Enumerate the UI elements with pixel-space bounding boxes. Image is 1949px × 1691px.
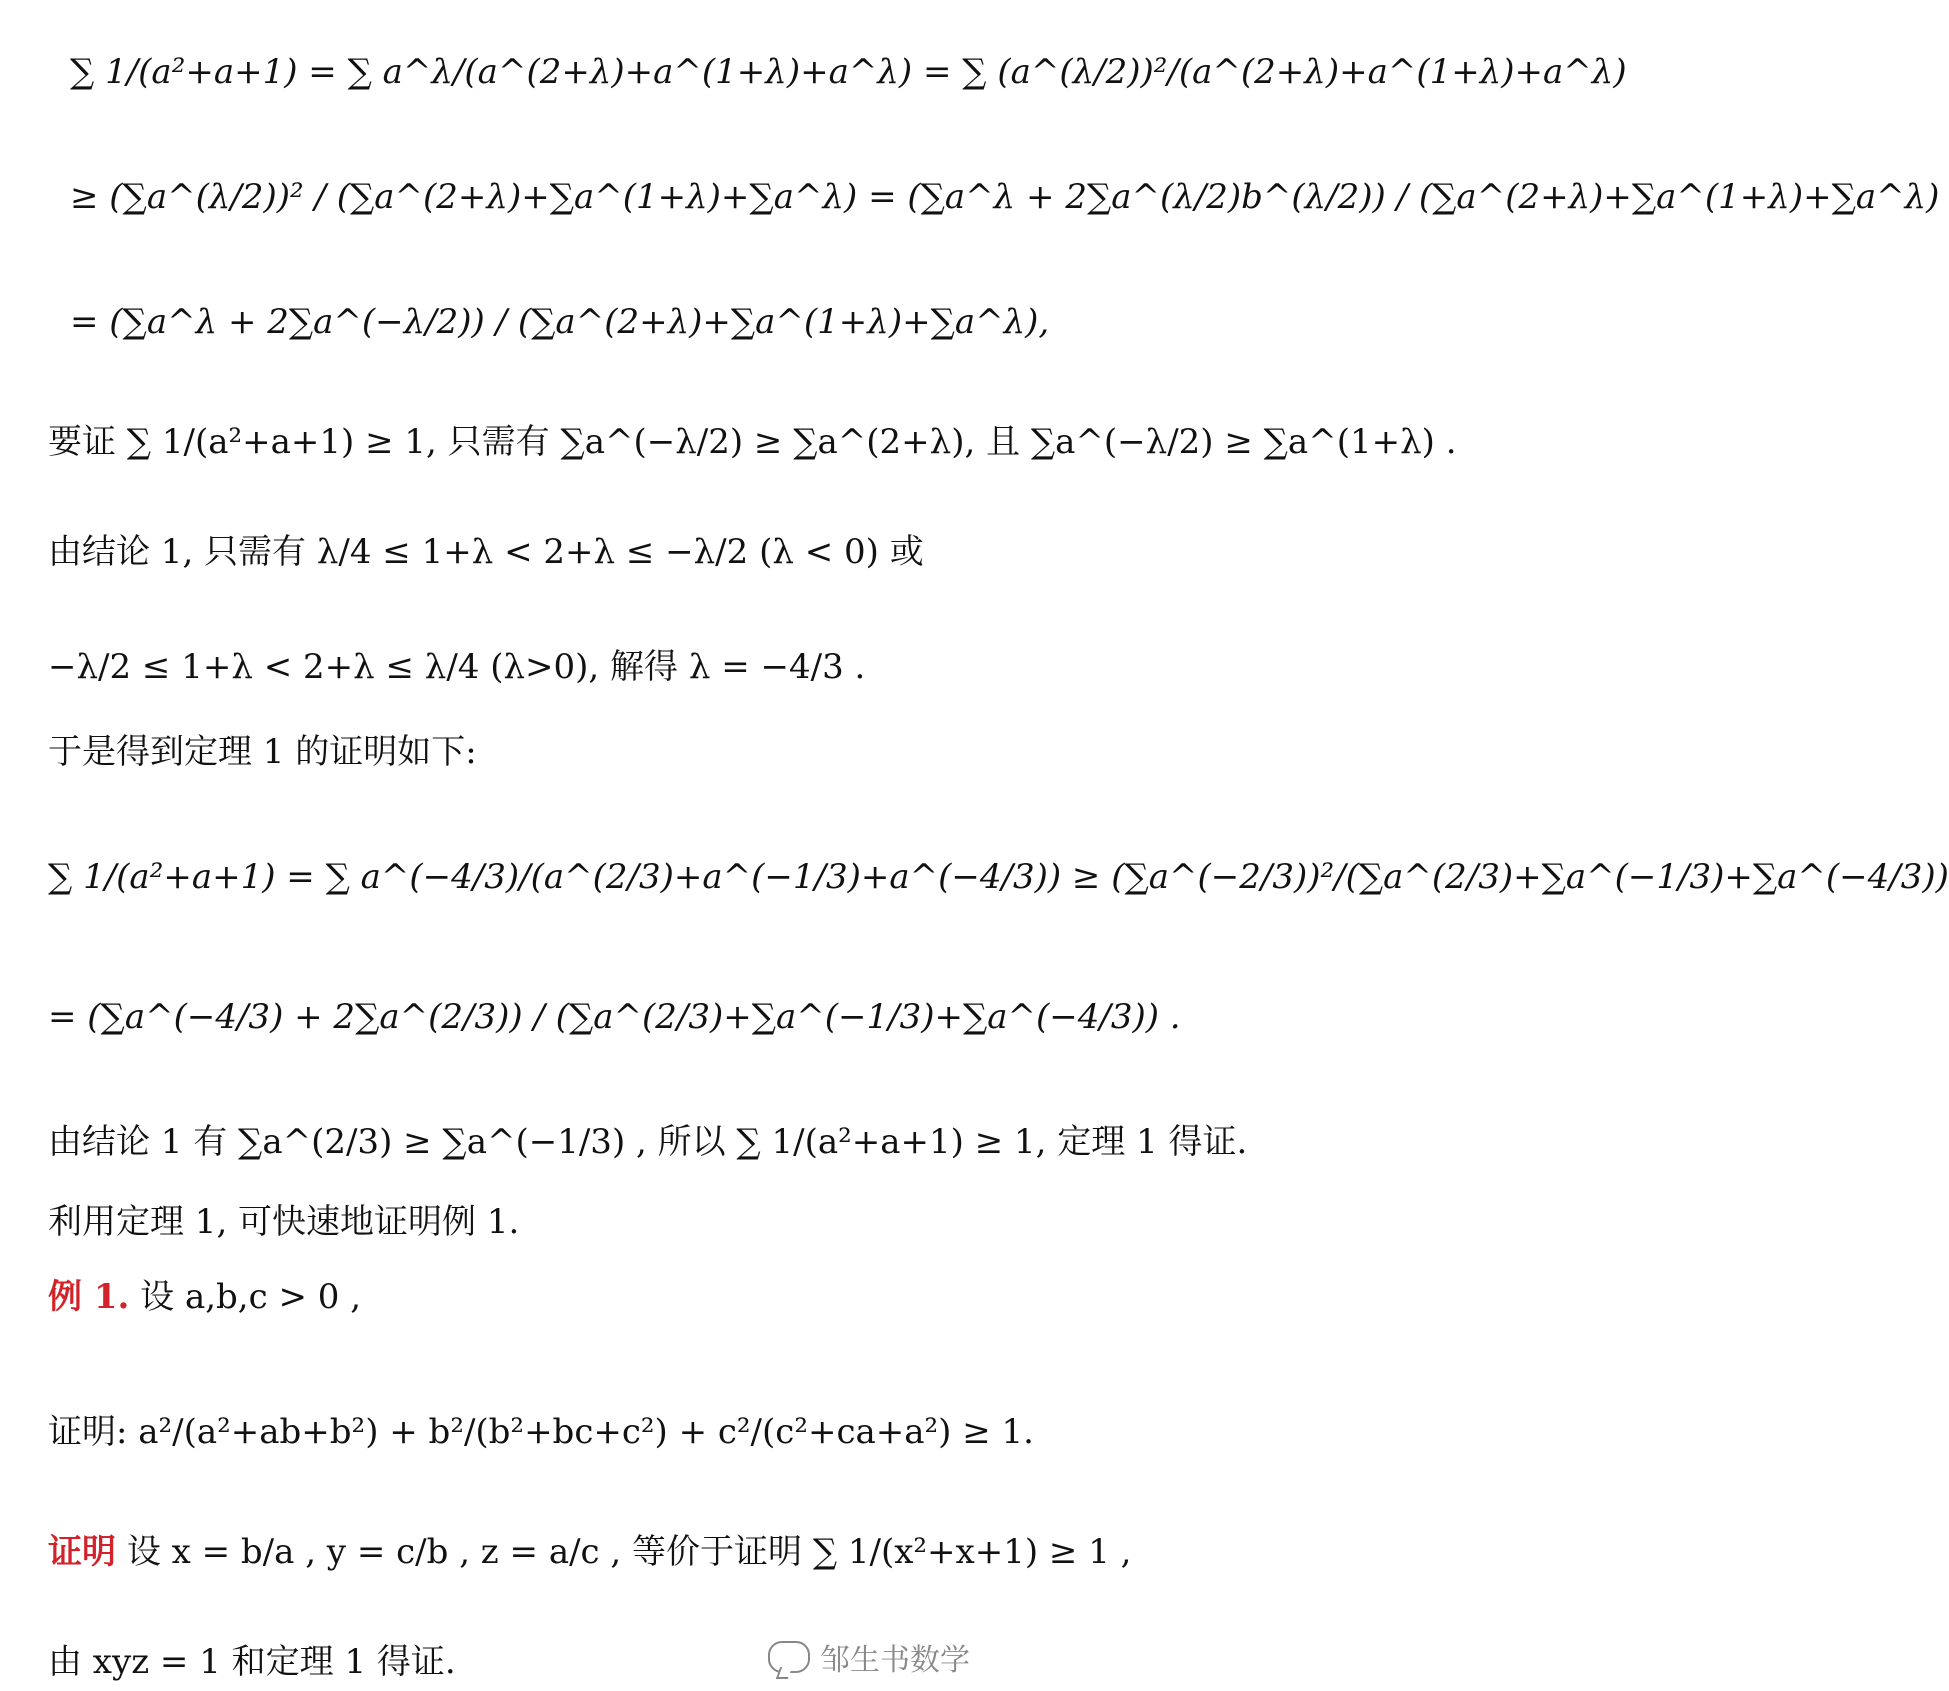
- paragraph-text: 要证 ∑ 1/(a²+a+1) ≥ 1, 只需有 ∑a^(−λ/2) ≥ ∑a^(2+λ), 且 ∑a^(−λ/2) ≥ ∑a^(1+λ) .: [48, 422, 1457, 462]
- proof-label: 证明: [48, 1532, 116, 1572]
- proof-text: 设 x = b/a , y = c/b , z = a/c , 等价于证明 ∑ 1/(x²+x+1) ≥ 1 ,: [126, 1532, 1132, 1572]
- equation-line-4: [48, 857, 1949, 897]
- paragraph-solve-lambda: [48, 647, 866, 687]
- equation-text: = (∑a^(−4/3) + 2∑a^(2/3)) / (∑a^(2/3)+∑a^(−1/3)+∑a^(−4/3)) .: [48, 997, 1181, 1037]
- equation-text: ≥ (∑a^(λ/2))² / (∑a^(2+λ)+∑a^(1+λ)+∑a^λ) = (∑a^λ + 2∑a^(λ/2)b^(λ/2)) / (∑a^(2+λ)+∑a^(1+λ)+∑a^λ): [70, 177, 1940, 217]
- paragraph-text: 由结论 1 有 ∑a^(2/3) ≥ ∑a^(−1/3) , 所以 ∑ 1/(a²+a+1) ≥ 1, 定理 1 得证.: [48, 1122, 1248, 1162]
- paragraph-proof-intro: [48, 732, 477, 772]
- equation-line-5: [48, 997, 1181, 1037]
- equation-text: ∑ 1/(a²+a+1) = ∑ a^(−4/3)/(a^(2/3)+a^(−1/3)+a^(−4/3)) ≥ (∑a^(−2/3))²/(∑a^(2/3)+∑a^(−1/3)+∑a^(−4/3)): [48, 857, 1949, 897]
- example-label: 例 1.: [48, 1277, 130, 1317]
- statement-text: 证明: a²/(a²+ab+b²) + b²/(b²+bc+c²) + c²/(c²+ca+a²) ≥ 1.: [48, 1412, 1034, 1452]
- paragraph-text: 利用定理 1, 可快速地证明例 1.: [48, 1202, 520, 1242]
- paragraph-text: 由结论 1, 只需有 λ/4 ≤ 1+λ < 2+λ ≤ −λ/2 (λ < 0) 或: [48, 532, 924, 572]
- example-1-statement: [48, 1412, 1034, 1452]
- watermark-text: 邹生书数学: [820, 1643, 970, 1678]
- equation-text: ∑ 1/(a²+a+1) = ∑ a^λ/(a^(2+λ)+a^(1+λ)+a^λ) = ∑ (a^(λ/2))²/(a^(2+λ)+a^(1+λ)+a^λ): [70, 52, 1627, 92]
- example-text: 设 a,b,c > 0 ,: [140, 1277, 362, 1317]
- equation-line-2: [70, 177, 1940, 217]
- paragraph-text: 于是得到定理 1 的证明如下:: [48, 732, 477, 772]
- paragraph-text: −λ/2 ≤ 1+λ < 2+λ ≤ λ/4 (λ>0), 解得 λ = −4/3 .: [48, 647, 866, 687]
- paragraph-conclusion-1: [48, 532, 924, 572]
- conclusion-text: 由 xyz = 1 和定理 1 得证.: [48, 1642, 456, 1682]
- proof-conclusion: [48, 1642, 456, 1682]
- chat-bubble-icon: [768, 1641, 810, 1673]
- paragraph-theorem-proved: [48, 1122, 1248, 1162]
- watermark: [768, 1635, 970, 1679]
- proof-line: [48, 1532, 1132, 1572]
- paragraph-requirement: [48, 422, 1457, 462]
- equation-line-3: [70, 302, 1050, 342]
- example-1-heading: [48, 1277, 362, 1317]
- paragraph-use-theorem: [48, 1202, 520, 1242]
- equation-text: = (∑a^λ + 2∑a^(−λ/2)) / (∑a^(2+λ)+∑a^(1+λ)+∑a^λ),: [70, 302, 1050, 342]
- equation-line-1: [70, 52, 1627, 92]
